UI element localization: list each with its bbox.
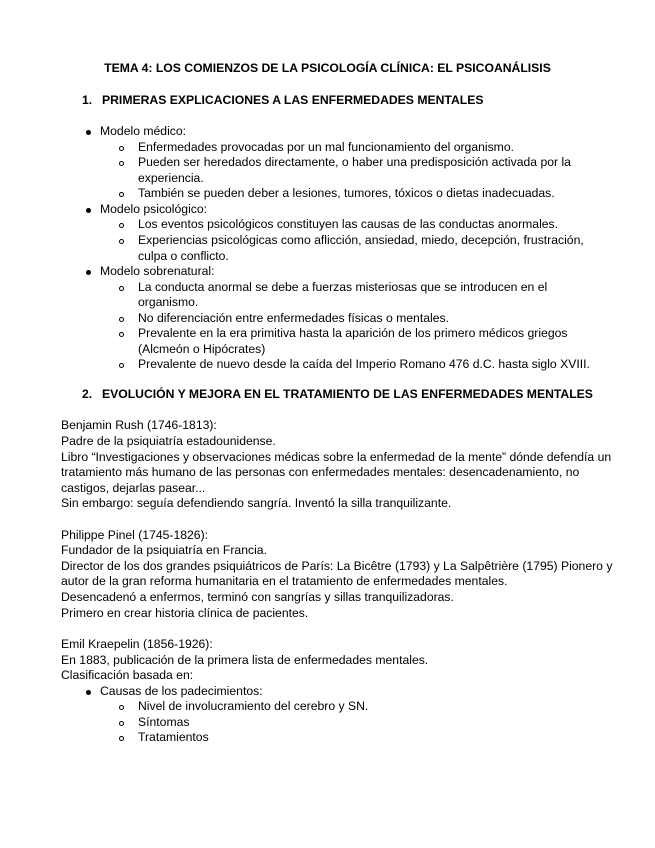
paragraph-line: Clasificación basada en: [61, 668, 194, 682]
list-item: Experiencias psicológicas como aflicción, ansiedad, miedo, decepción, frustración, [138, 233, 584, 247]
list-item: Prevalente de nuevo desde la caída del Imperio Romano 476 d.C. hasta siglo XVIII. [138, 357, 590, 371]
pinel-heading: Philippe Pinel (1745-1826): [61, 528, 209, 542]
paragraph-line: Director de los dos grandes psiquiátricos de París: La Bicêtre (1793) y La Salpêtrière (1795) Pionero y [61, 559, 613, 573]
bullet-circle [119, 223, 124, 228]
list-item: Síntomas [138, 715, 190, 729]
paragraph-line: Libro “Investigaciones y observaciones médicas sobre la enfermedad de la mente” dónde defendía un [61, 450, 612, 464]
bullet-circle [119, 239, 124, 244]
kraepelin-list-label: Causas de los padecimientos: [100, 684, 263, 698]
list-item: También se pueden deber a lesiones, tumores, tóxicos o dietas inadecuadas. [138, 186, 555, 200]
list-item-cont: organismo. [138, 295, 199, 309]
section-2-heading [82, 387, 593, 402]
bullet-circle [119, 161, 124, 166]
paragraph-line: Primero en crear historia clínica de pacientes. [61, 606, 309, 620]
list-item: Pueden ser heredados directamente, o haber una predisposición activada por la [138, 155, 571, 169]
bullet-circle [119, 705, 124, 710]
bullet-circle [119, 286, 124, 291]
paragraph-line: Desencadenó a enfermos, terminó con sangrías y sillas tranquilizadoras. [61, 590, 454, 604]
list-item-cont: experiencia. [138, 171, 204, 185]
paragraph-line: autor de la gran reforma humanitaria en el tratamiento de enfermedades mentales. [61, 574, 508, 588]
bullet-circle [119, 146, 124, 151]
paragraph-line: tratamiento más humano de las personas con enfermedades mentales: desencadenamiento, no [61, 465, 580, 479]
bullet-circle [119, 317, 124, 322]
list-item: Prevalente en la era primitiva hasta la aparición de los primero médicos griegos [138, 326, 568, 340]
paragraph-line: castigos, dejarlas pasear... [61, 481, 206, 495]
section-2-title: EVOLUCIÓN Y MEJORA EN EL TRATAMIENTO DE LAS ENFERMEDADES MENTALES [102, 387, 593, 401]
list-item: Nivel de involucramiento del cerebro y SN. [138, 699, 369, 713]
paragraph-line: En 1883, publicación de la primera lista de enfermedades mentales. [61, 653, 429, 667]
bullet-circle [119, 192, 124, 197]
list-item-cont: (Alcmeón o Hipócrates) [138, 342, 266, 356]
list-item: Tratamientos [138, 730, 209, 744]
list-item-cont: culpa o conflicto. [138, 249, 229, 263]
bullet-circle [119, 332, 124, 337]
bullet-disc [86, 270, 91, 275]
section-1-title: PRIMERAS EXPLICACIONES A LAS ENFERMEDADES MENTALES [102, 93, 484, 107]
bullet-disc [86, 130, 91, 135]
bullet-disc [86, 690, 91, 695]
model-medico-label: Modelo médico: [100, 124, 187, 138]
document-title: TEMA 4: LOS COMIENZOS DE LA PSICOLOGÍA CLÍNICA: EL PSICOANÁLISIS [104, 61, 551, 75]
list-item: No diferenciación entre enfermedades físicas o mentales. [138, 311, 449, 325]
bullet-circle [119, 736, 124, 741]
model-psicologico-label: Modelo psicológico: [100, 202, 208, 216]
bullet-disc [86, 208, 91, 213]
kraepelin-heading: Emil Kraepelin (1856-1926): [61, 637, 213, 651]
list-item: La conducta anormal se debe a fuerzas misteriosas que se introducen en el [138, 280, 548, 294]
bullet-circle [119, 721, 124, 726]
model-sobrenatural-label: Modelo sobrenatural: [100, 264, 215, 278]
bullet-circle [119, 363, 124, 368]
list-item: Enfermedades provocadas por un mal funcionamiento del organismo. [138, 140, 514, 154]
section-1-number: 1. [82, 93, 93, 107]
paragraph-line: Fundador de la psiquiatría en Francia. [61, 543, 267, 557]
rush-heading: Benjamin Rush (1746-1813): [61, 418, 217, 432]
list-item: Los eventos psicológicos constituyen las causas de las conductas anormales. [138, 217, 559, 231]
section-2-number: 2. [82, 387, 93, 401]
paragraph-line: Sin embargo: seguía defendiendo sangría. Inventó la silla tranquilizante. [61, 496, 452, 510]
section-1-heading [82, 93, 483, 108]
paragraph-line: Padre de la psiquiatría estadounidense. [61, 434, 276, 448]
